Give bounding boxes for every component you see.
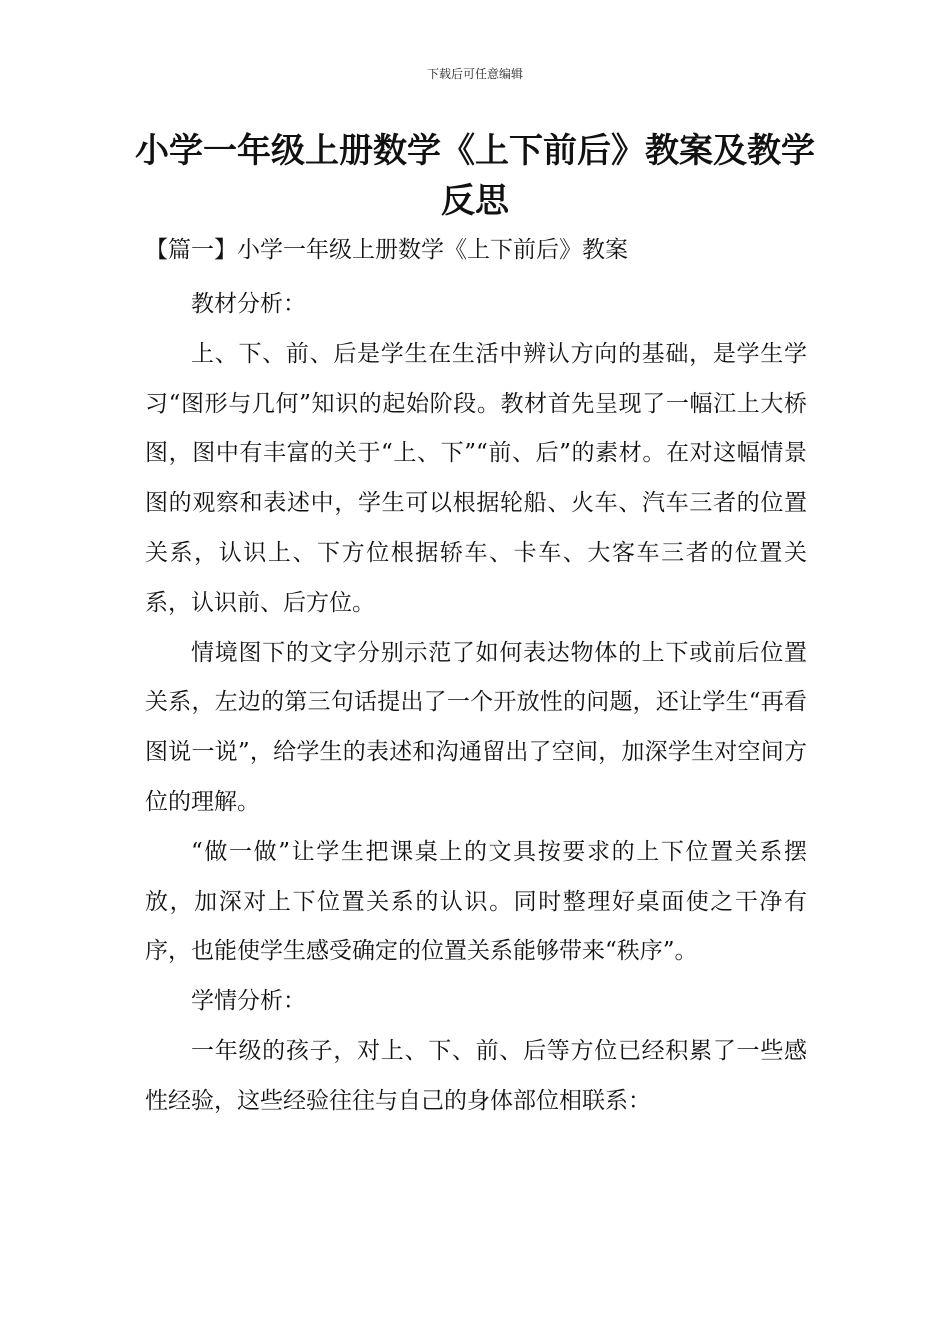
document-title: 小学一年级上册数学《上下前后》教案及教学反思	[135, 131, 815, 221]
body-paragraph: 上、下、前、后是学生在生活中辨认方向的基础，是学生学习“图形与几何”知识的起始阶段。教材首先呈现了一幅江上大桥图，图中有丰富的关于“上、下”“前、后”的素材。在对这幅情景图的观察和表述中，学生可以根据轮船、火车、汽车三者的位置关系，认识上、下方位根据轿车、卡车、大客车三者的位置关系，认识前、后方位。	[145, 340, 807, 616]
body-paragraph: “做一做”让学生把课桌上的文具按要求的上下位置关系摆放，加深对上下位置关系的认识。同时整理好桌面使之干净有序，也能使学生感受确定的位置关系能够带来“秩序”。	[145, 838, 807, 965]
subheading-textbook-analysis: 教材分析：	[191, 291, 306, 317]
subheading-learner-analysis: 学情分析：	[191, 988, 306, 1015]
body-paragraph: 情境图下的文字分别示范了如何表达物体的上下或前后位置关系，左边的第三句话提出了一个开放性的问题，还让学生“再看图说一说”，给学生的表述和沟通留出了空间，加深学生对空间方位的理解。	[145, 639, 807, 815]
document-body	[145, 280, 807, 1127]
section-heading: 【篇一】小学一年级上册数学《上下前后》教案	[145, 237, 628, 263]
body-paragraph: 一年级的孩子，对上、下、前、后等方位已经积累了一些感性经验，这些经验往往与自己的身体部位相联系：	[145, 1037, 807, 1114]
header-note: 下载后可任意编辑	[426, 67, 523, 81]
